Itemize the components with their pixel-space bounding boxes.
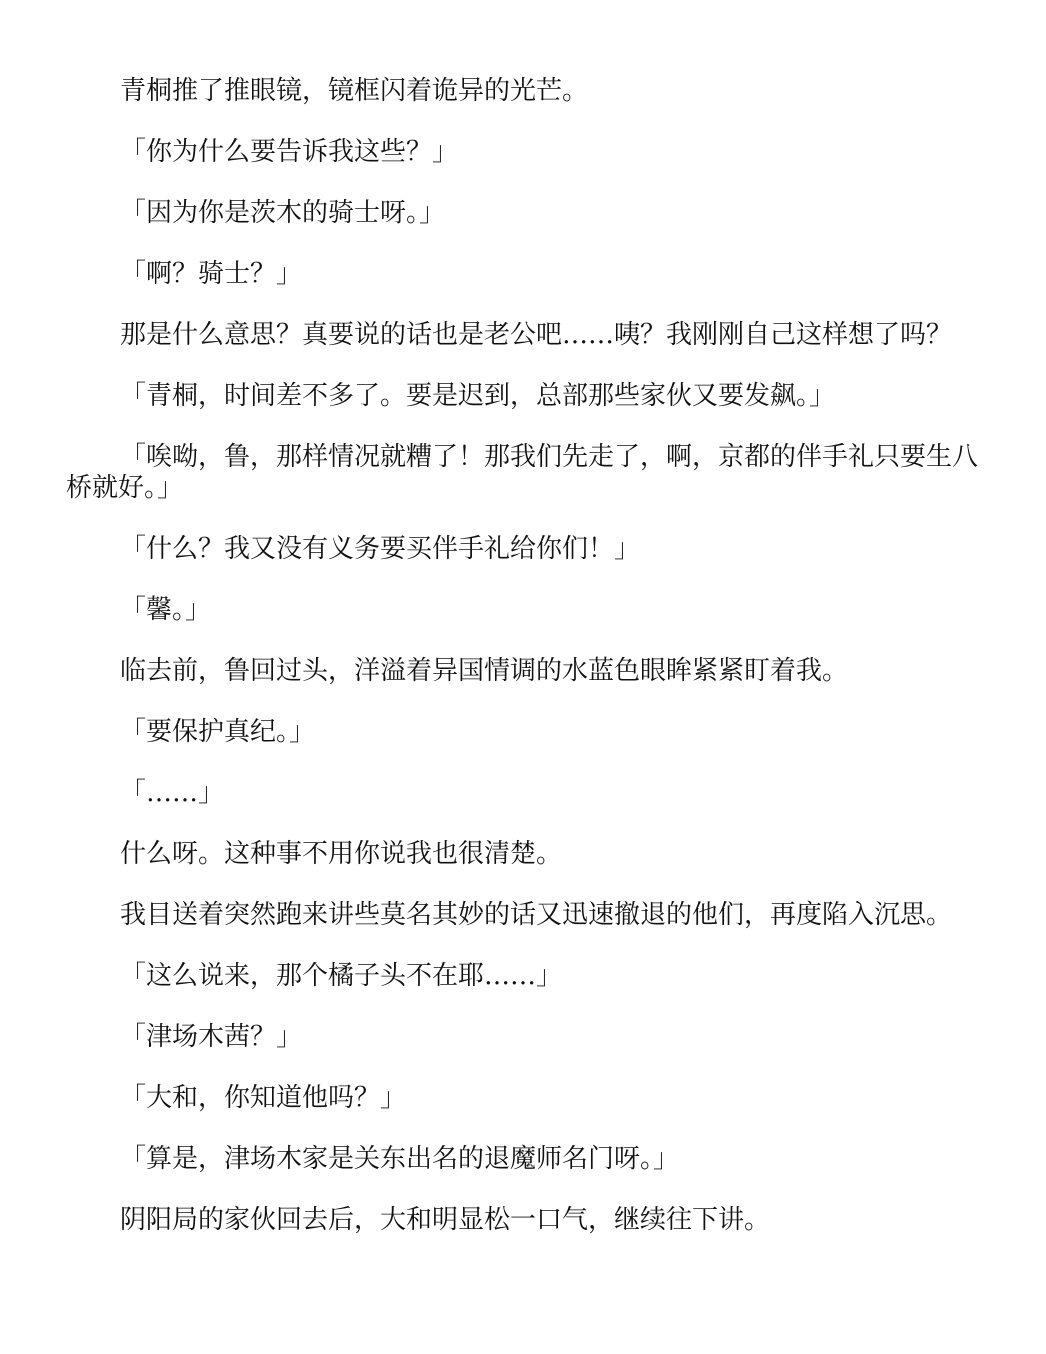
paragraph: 「津场木茜？」 <box>120 1022 303 1052</box>
document-page <box>66 76 986 1266</box>
paragraph: 「这么说来，那个橘子头不在耶……」 <box>120 961 563 991</box>
paragraph: 「因为你是茨木的骑士呀。」 <box>120 198 446 228</box>
paragraph: 「算是，津场木家是关东出名的退魔师名门呀。」 <box>120 1144 680 1174</box>
paragraph: 我目送着突然跑来讲些莫名其妙的话又迅速撤退的他们，再度陷入沉思。 <box>120 900 953 930</box>
paragraph: 阴阳局的家伙回去后，大和明显松一口气，继续往下讲。 <box>120 1205 771 1235</box>
paragraph: 临去前，鲁回过头，洋溢着异国情调的水蓝色眼眸紧紧盯着我。 <box>120 656 849 686</box>
paragraph: 「你为什么要告诉我这些？」 <box>120 137 459 167</box>
paragraph: 青桐推了推眼镜，镜框闪着诡异的光芒。 <box>120 76 589 106</box>
paragraph: 「要保护真纪。」 <box>120 717 316 747</box>
paragraph: 什么呀。这种事不用你说我也很清楚。 <box>120 839 563 869</box>
paragraph: 「大和，你知道他吗？」 <box>120 1083 407 1113</box>
paragraph: 「青桐，时间差不多了。要是迟到，总部那些家伙又要发飙。」 <box>120 381 836 411</box>
paragraph: 那是什么意思？真要说的话也是老公吧……咦？我刚刚自己这样想了吗？ <box>120 320 953 350</box>
paragraph: 「唉呦，鲁，那样情况就糟了！那我们先走了，啊，京都的伴手礼只要生八桥就好。」 <box>66 442 979 503</box>
paragraph: 「馨。」 <box>120 595 212 625</box>
paragraph: 「啊？骑士？」 <box>120 259 303 289</box>
paragraph: 「什么？我又没有义务要买伴手礼给你们！」 <box>120 534 641 564</box>
paragraph: 「……」 <box>120 778 225 808</box>
